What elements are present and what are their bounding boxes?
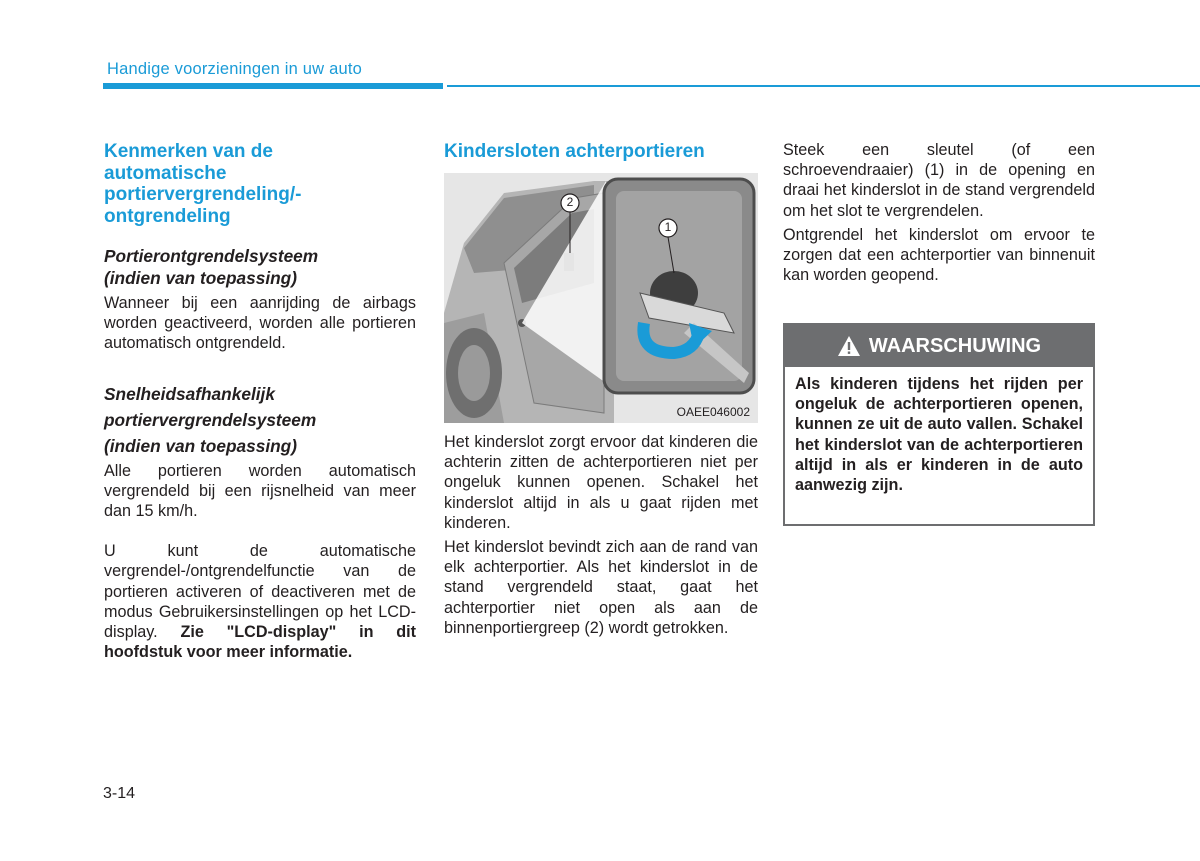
paragraph-insert-key: Steek een sleutel (of een schroevendraaier) (1) in de opening en draai het kinderslot in de stand vergrendeld om het slot te vergrendelen. [783, 141, 1095, 220]
paragraph-unlock-child-lock: Ontgrendel het kinderslot om ervoor te zorgen dat een achterportier van binnenuit kan worden geopend. [783, 225, 1095, 285]
section-title-auto-lock: Kenmerken van de automatische portiervergrendeling/-ontgrendeling [104, 141, 302, 227]
warning-triangle-icon [837, 335, 861, 357]
column-2 [444, 141, 758, 163]
callout-2-label: 2 [566, 195, 574, 209]
paragraph-speed-lock: Alle portieren worden automatisch vergrendeld bij een rijsnelheid van meer dan 15 km/h. [104, 461, 416, 521]
column-1 [104, 141, 416, 662]
paragraph-airbag-unlock: Wanneer bij een aanrijding de airbags worden geactiveerd, worden alle portieren automatisch ontgrendeld. [104, 294, 416, 353]
subheading-speed-lock-1: Snelheidsafhankelijk [104, 383, 275, 404]
column-2-text [444, 432, 758, 638]
warning-header [785, 325, 1093, 367]
figure-code: OAEE046002 [676, 405, 750, 419]
subheading-unlock-system: Portierontgrendelsysteem (indien van toepassing) [104, 246, 319, 288]
paragraph-child-lock-location: Het kinderslot bevindt zich aan de rand van elk achterportier. Als het kinderslot in de stand vergrendeld staat, gaat het achterportier niet open als aan de binnenportiergreep (2) wordt getrokken. [444, 538, 758, 637]
warning-box [783, 323, 1095, 526]
child-lock-illustration [444, 173, 758, 423]
column-3 [783, 140, 1095, 285]
lcd-settings-text: U kunt de automatische vergrendel-/ontgrendelfunctie van de portieren activeren of deactiveren met de modus Gebruikersinstellingen op het LCD-display. [104, 542, 416, 642]
subheading-speed-lock-3: (indien van toepassing) [104, 435, 297, 456]
header-bar-left [103, 83, 443, 89]
header-bar-right [447, 85, 1200, 87]
paragraph-lcd-settings [104, 541, 416, 662]
warning-text: Als kinderen tijdens het rijden per ongeluk de achterportieren openen, kunnen ze uit de auto vallen. Schakel het kinderslot van de achterportieren altijd in als er kinderen in de auto aanwezig zijn. [795, 375, 1083, 495]
page-number: 3-14 [103, 785, 136, 802]
section-title-child-locks: Kindersloten achterportieren [444, 141, 705, 162]
subheading-speed-lock-2: portiervergrendelsysteem [104, 409, 317, 430]
warning-title: WAARSCHUWING [868, 334, 1042, 357]
paragraph-child-lock-purpose: Het kinderslot zorgt ervoor dat kinderen die achterin zitten de achterportieren niet per ongeluk kunnen openen. Schakel het kinderslot altijd in als u gaat rijden met kinderen. [444, 433, 758, 532]
section-header: Handige voorzieningen in uw auto [107, 60, 362, 78]
callout-1-label: 1 [664, 220, 672, 234]
lcd-settings-reference: Zie "LCD-display" in dit hoofdstuk voor meer informatie. [104, 623, 416, 662]
